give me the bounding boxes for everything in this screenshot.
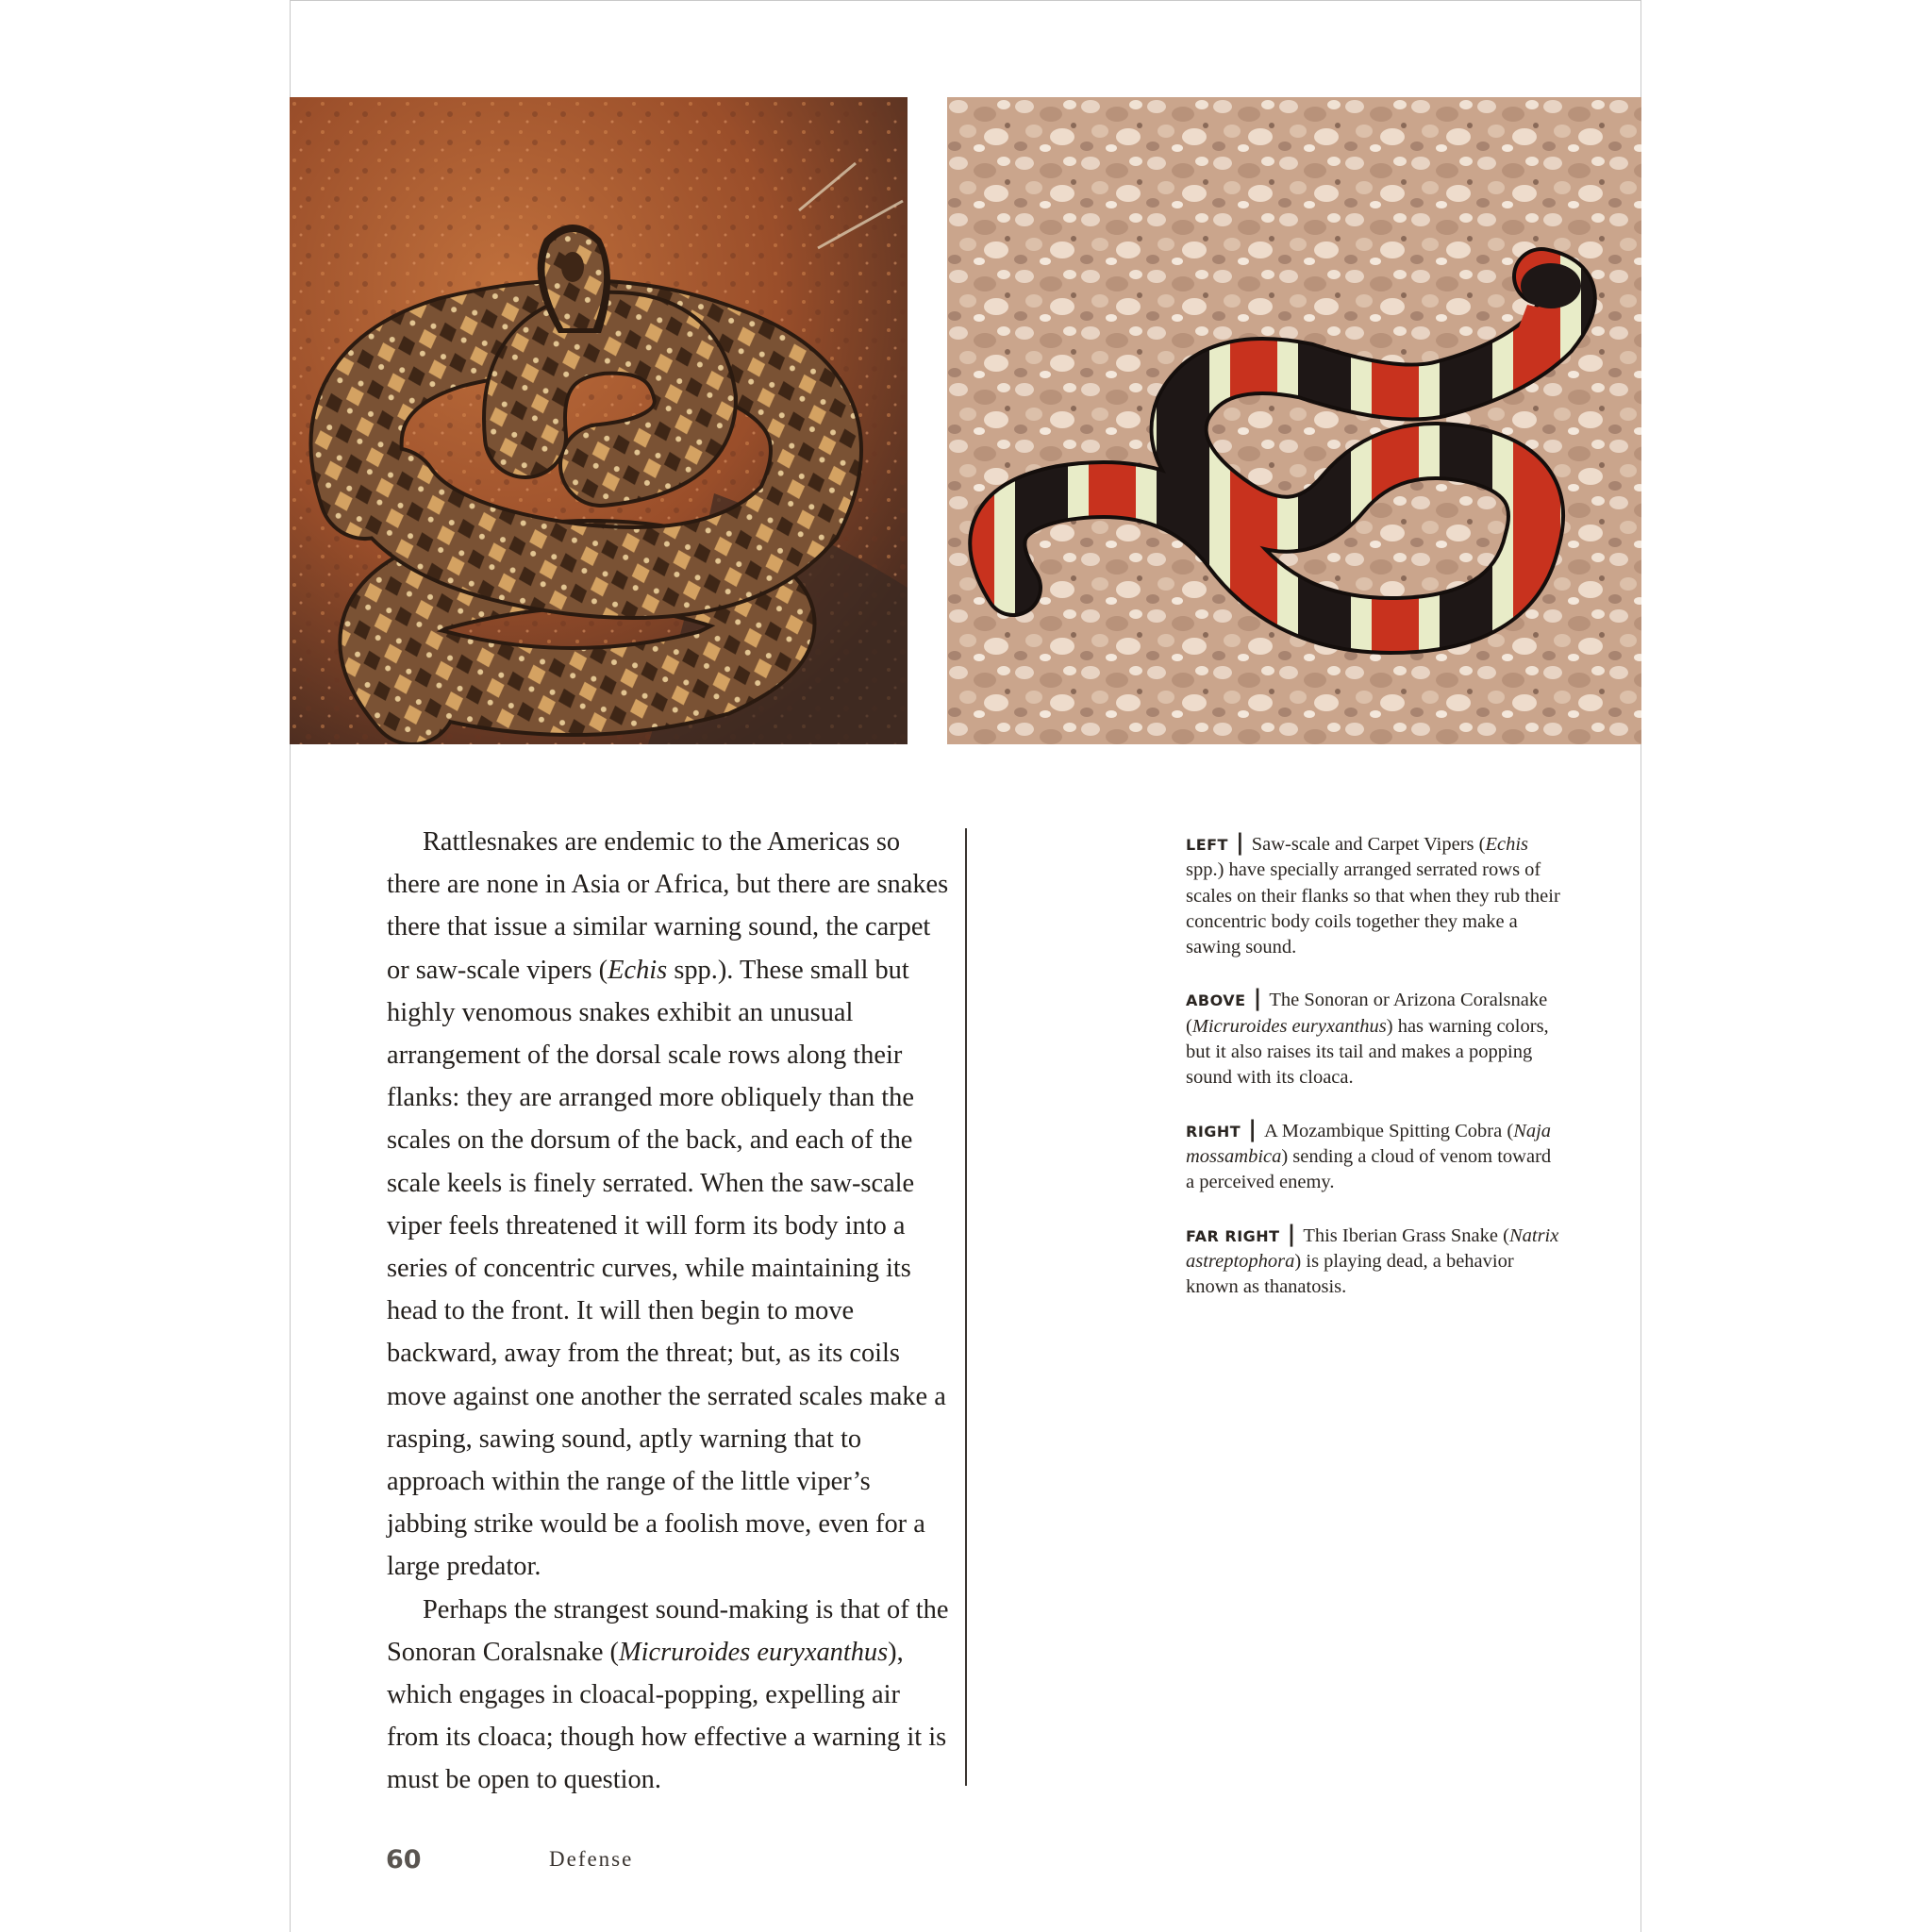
body-paragraph-2: Perhaps the strangest sound-making is that of the Sonoran Coralsnake (Micruroides euryxanthus), which engages in cloacal-popping, expelling air from its cloaca; though how effective a warning it is must be open to question. xyxy=(387,1594,949,1795)
captions xyxy=(1186,830,1563,1325)
body-text xyxy=(387,821,953,1802)
body-paragraph-1: Rattlesnakes are endemic to the Americas so there are none in Asia or Africa, but there are snakes there that issue a similar warning sound, the carpet or saw-scale vipers (Echis spp.). These small but highly venomous snakes exhibit an unusual arrangement of the dorsal scale rows along their flanks: they are arranged more obliquely than the scales on the dorsum of the back, and each of the scale keels is finely serrated. When the saw-scale viper feels threatened it will form its body into a series of concentric curves, while maintaining its head to the front. It will then begin to move backward, away from the threat; but, as its coils move against one another the serrated scales make a rasping, sawing sound, aptly warning that to approach within the range of the little viper’s jabbing strike would be a foolish move, even for a large predator. xyxy=(387,827,949,1582)
saw-scale-viper-photo xyxy=(290,97,908,744)
caption-left: LEFT | Saw-scale and Carpet Vipers (Echis spp.) have specially arranged serrated rows of scales on their flanks so that when they rub their concentric body coils together they make a sawing sound. xyxy=(1186,829,1560,958)
column-divider xyxy=(965,828,967,1786)
caption-above: ABOVE | The Sonoran or Arizona Coralsnake (Micruroides euryxanthus) has warning colors, but it also raises its tail and makes a popping sound with its cloaca. xyxy=(1186,985,1549,1089)
caption-far-right: FAR RIGHT | This Iberian Grass Snake (Natrix astreptophora) is playing dead, a behavior known as thanatosis. xyxy=(1186,1220,1559,1298)
sonoran-coralsnake-photo xyxy=(947,97,1641,744)
page-number: 60 xyxy=(386,1845,422,1874)
section-title: Defense xyxy=(549,1847,634,1871)
caption-right: RIGHT | A Mozambique Spitting Cobra (Naja mossambica) sending a cloud of venom toward a perceived enemy. xyxy=(1186,1115,1552,1193)
